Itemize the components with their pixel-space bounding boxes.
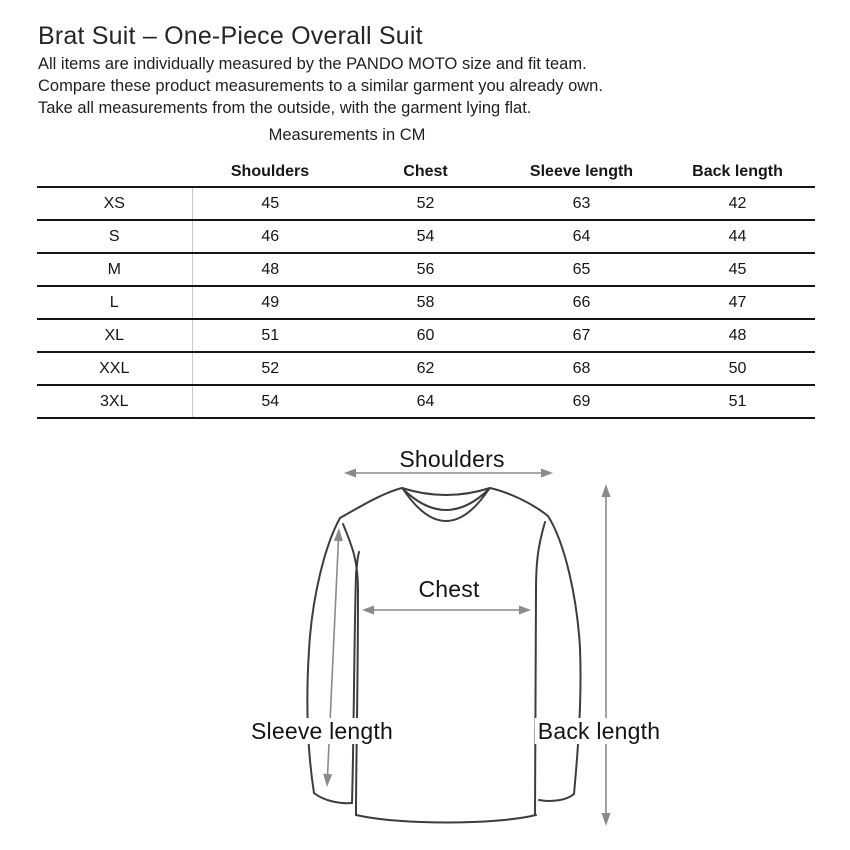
measurement-cell: 44 — [660, 220, 815, 253]
arrowhead-up-icon — [334, 528, 343, 541]
size-table — [37, 157, 815, 419]
size-cell: XXL — [37, 352, 192, 385]
table-row — [37, 220, 815, 253]
sleeve-length-diagram-label: Sleeve length — [248, 718, 396, 744]
measurement-cell: 66 — [503, 286, 660, 319]
measurement-cell: 56 — [348, 253, 503, 286]
measurement-cell: 45 — [192, 187, 348, 220]
measurement-cell: 48 — [660, 319, 815, 352]
measurement-cell: 52 — [192, 352, 348, 385]
measurement-cell: 58 — [348, 286, 503, 319]
description-line: Compare these product measurements to a similar garment you already own. — [38, 77, 603, 95]
column-header: Chest — [403, 162, 448, 180]
chest-diagram-label: Chest — [415, 576, 482, 602]
column-header: Back length — [692, 162, 783, 180]
table-row — [37, 319, 815, 352]
measurement-cell: 54 — [192, 385, 348, 418]
table-row — [37, 352, 815, 385]
page-title: Brat Suit – One-Piece Overall Suit — [38, 22, 423, 50]
arrowhead-left-icon — [362, 606, 374, 615]
measurement-cell: 64 — [503, 220, 660, 253]
size-cell: 3XL — [37, 385, 192, 418]
size-cell: M — [37, 253, 192, 286]
garment-outline-path — [307, 488, 580, 794]
arrowhead-right-icon — [541, 469, 553, 478]
left-body-edge-line — [343, 524, 358, 815]
measurement-cell: 46 — [192, 220, 348, 253]
measurement-cell: 54 — [348, 220, 503, 253]
measurement-cell: 48 — [192, 253, 348, 286]
size-cell: S — [37, 220, 192, 253]
size-column-header — [37, 157, 192, 187]
measurement-cell: 50 — [660, 352, 815, 385]
size-cell: L — [37, 286, 192, 319]
table-row — [37, 187, 815, 220]
right-cuff-line — [539, 794, 574, 801]
garment-measurement-diagram — [230, 430, 700, 850]
measurement-cell: 42 — [660, 187, 815, 220]
description-line: Take all measurements from the outside, with the garment lying flat. — [38, 99, 532, 117]
measurement-cell: 65 — [503, 253, 660, 286]
arrowhead-up-icon — [602, 484, 611, 497]
measurement-cell: 51 — [192, 319, 348, 352]
arrowhead-down-icon — [602, 813, 611, 826]
size-table-header-row — [37, 157, 815, 187]
back-length-diagram-label: Back length — [535, 718, 663, 744]
column-header: Sleeve length — [529, 162, 634, 180]
measurement-cell: 69 — [503, 385, 660, 418]
measurement-cell: 47 — [660, 286, 815, 319]
arrowhead-right-icon — [519, 606, 531, 615]
measurement-cell: 68 — [503, 352, 660, 385]
shoulders-diagram-label: Shoulders — [396, 446, 507, 472]
left-cuff-line — [314, 793, 352, 803]
measurement-cell: 60 — [348, 319, 503, 352]
table-row — [37, 253, 815, 286]
size-cell: XS — [37, 187, 192, 220]
collar-band-line — [403, 489, 489, 521]
measurement-cell: 51 — [660, 385, 815, 418]
measurement-cell: 49 — [192, 286, 348, 319]
measurement-cell: 45 — [660, 253, 815, 286]
size-cell: XL — [37, 319, 192, 352]
right-body-edge-line — [535, 522, 545, 815]
table-row — [37, 385, 815, 418]
arrowhead-down-icon — [323, 774, 332, 787]
description-line: All items are individually measured by the PANDO MOTO size and fit team. — [38, 55, 587, 73]
measurement-cell: 64 — [348, 385, 503, 418]
measurement-cell: 63 — [503, 187, 660, 220]
arrowhead-left-icon — [344, 469, 356, 478]
measurement-cell: 62 — [348, 352, 503, 385]
units-label: Measurements in CM — [268, 126, 426, 144]
column-header: Shoulders — [230, 162, 310, 180]
description-block — [38, 53, 603, 119]
hem-line — [356, 815, 536, 823]
measurement-cell: 67 — [503, 319, 660, 352]
measurement-cell: 52 — [348, 187, 503, 220]
table-row — [37, 286, 815, 319]
